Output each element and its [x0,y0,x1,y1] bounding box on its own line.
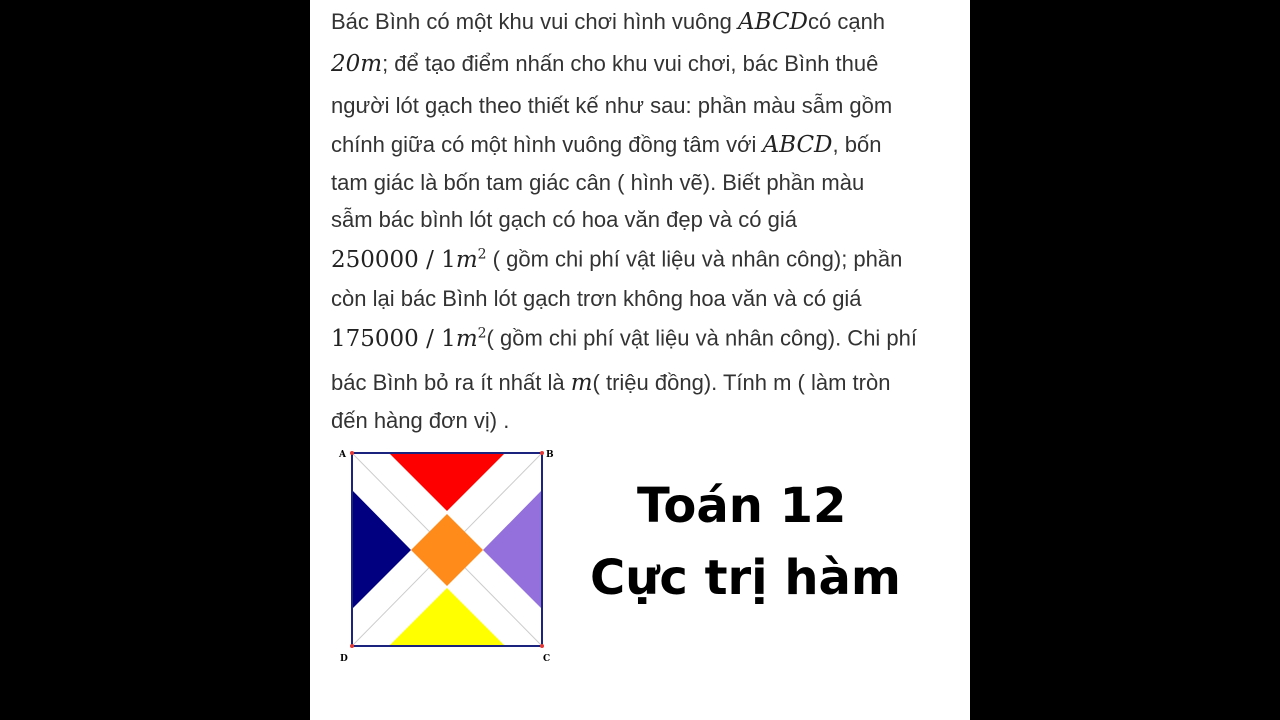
problem-line-7 [331,246,902,273]
unit-var: m [455,325,478,352]
price-plain [331,326,487,352]
problem-line-1 [331,9,885,35]
price-number: 250000 / 1 [331,246,456,273]
problem-line-2 [331,51,878,77]
caption-topic: Toán 12 [637,478,847,534]
text: Bác Bình có một khu vui chơi hình vuông [331,9,738,34]
problem-line-3: người lót gạch theo thiết kế như sau: phần màu sẫm gồm [331,93,893,118]
problem-line-8: còn lại bác Bình lót gạch trơn không hoa văn và có giá [331,286,862,311]
label-c: C [543,654,551,664]
vertex-b-dot [540,451,544,455]
math-abcd: ABCD [738,9,808,35]
price-number: 175000 / 1 [331,325,456,352]
price-dark [331,247,487,273]
math-side-length: 20m [331,51,383,77]
unit-var: m [455,246,478,273]
text: bác Bình bỏ ra ít nhất là [331,370,571,395]
vertex-a-dot [350,451,354,455]
problem-line-4 [331,132,881,158]
text: ( gồm chi phí vật liệu và nhân công); phần [486,246,903,272]
text: chính giữa có một hình vuông đồng tâm với [331,132,763,157]
text: có cạnh [807,9,886,34]
tile-design-figure [332,440,582,670]
label-a: A [339,450,346,460]
document-page [310,0,970,720]
text: , bốn [832,132,882,157]
problem-line-5: tam giác là bốn tam giác cân ( hình vẽ). Biết phần màu [331,170,865,195]
problem-line-10 [331,370,890,396]
label-b: B [546,450,554,460]
text: ( gồm chi phí vật liệu và nhân công). Chi phí [486,325,918,351]
unit-exponent: 2 [477,325,487,341]
text: ( triệu đồng). Tính m ( làm tròn [592,370,891,395]
vertex-d-dot [350,644,354,648]
unit-exponent: 2 [477,246,487,262]
label-d: D [340,654,348,664]
problem-line-9 [331,325,917,352]
vertex-c-dot [540,644,544,648]
problem-line-11: đến hàng đơn vị) . [331,408,510,433]
text: ; để tạo điểm nhấn cho khu vui chơi, bác Bình thuê [382,51,879,76]
math-m: m [570,370,593,396]
problem-line-6: sẫm bác bình lót gạch có hoa văn đẹp và có giá [331,207,797,232]
caption-subtopic: Cực trị hàm [590,550,901,606]
math-abcd: ABCD [762,132,833,158]
